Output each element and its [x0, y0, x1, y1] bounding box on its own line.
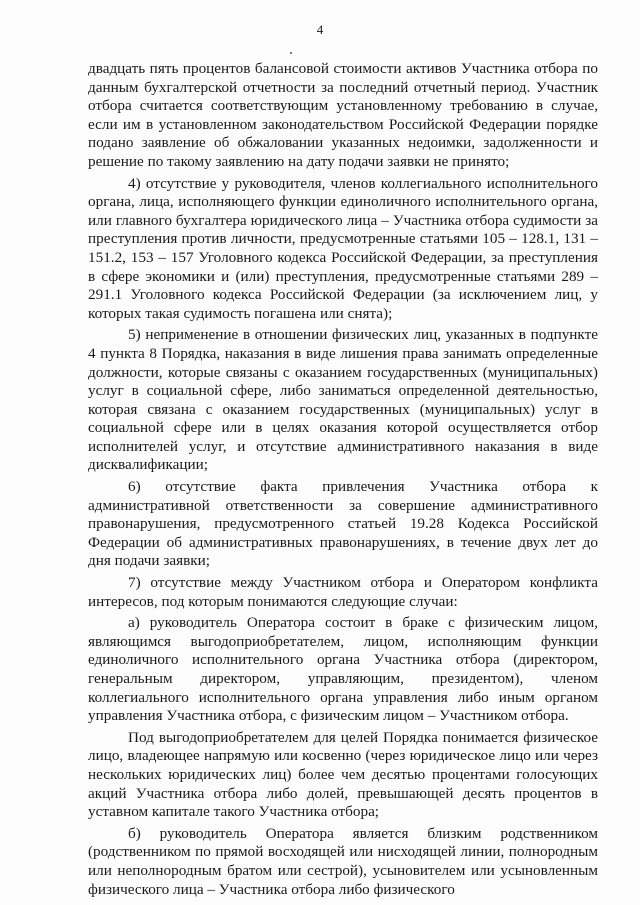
paragraph-item-7: 7) отсутствие между Участником отбора и Оператором конфликта интересов, под которым понимаются следующие случаи:: [88, 574, 598, 610]
paragraph-item-6: 6) отсутствие факта привлечения Участника отбора к административной ответственности за совершение административного правонарушения, предусмотренного статьей 19.28 Кодекса Российской Федерации об административных правонарушениях, в течение двух лет до дня подачи заявки;: [88, 478, 598, 570]
paragraph-item-4: 4) отсутствие у руководителя, членов коллегиального исполнительного органа, лица, исполняющего функции единоличного исполнительного органа, или главного бухгалтера юридического лица – Участника отбора судимости за преступления против личности, предусмотренные статьями 105 – 128.1, 131 – 151.2, 153 – 157 Уголовного кодекса Российской Федерации, за преступления в сфере экономики и (или) преступления, предусмотренные статьями 289 – 291.1 Уголовного кодекса Российской Федерации (за исключением лиц, у которых такая судимость погашена или снята);: [88, 174, 598, 322]
paragraph-beneficiary-definition: Под выгодоприобретателем для целей Порядка понимается физическое лицо, владеющее напрямую или косвенно (через юридическое лицо или через нескольких юридических лиц) более чем десятью процентами голосующих акций Участника отбора либо долей, превышающей десять процентов в уставном капитале такого Участника отбора;: [88, 728, 598, 821]
paragraph-continuation: двадцать пять процентов балансовой стоимости активов Участника отбора по данным бухгалтерской отчетности за последний отчетный период. Участник отбора считается соответствующим установленному требованию в случае, если им в установленном законодательством Российской Федерации порядке подано заявление об обжаловании указанных недоимки, задолженности и решение по такому заявлению на дату подачи заявки не принято;: [88, 60, 598, 170]
scan-speck: [290, 52, 292, 54]
paragraph-item-5: 5) неприменение в отношении физических лиц, указанных в подпункте 4 пункта 8 Порядка, наказания в виде лишения права занимать определенные должности, которые связаны с оказанием государственных (муниципальных) услуг в социальной сфере, либо заниматься определенной деятельностью, которая связана с оказанием государственных (муниципальных) услуг в социальной сфере или в целях оказания которой осуществляется отбор исполнителей услуг, и отсутствие административного наказания в виде дисквалификации;: [88, 326, 598, 474]
paragraph-subitem-b: б) руководитель Оператора является близким родственником (родственником по прямой восходящей или нисходящей линии, полнородным или неполнородным братом или сестрой), усыновителем или усыновленным физического лица – Участника отбора либо физического: [88, 824, 598, 898]
document-body: [88, 60, 598, 902]
paragraph-subitem-a: а) руководитель Оператора состоит в браке с физическим лицом, являющимся выгодоприобретателем, лицом, исполняющим функции единоличного исполнительного органа Участника отбора (директором, генеральным директором, управляющим, президентом), членом коллегиального исполнительного органа управления либо иным органом управления Участника отбора, с физическим лицом – Участником отбора.: [88, 614, 598, 725]
page-number: 4: [316, 22, 324, 37]
